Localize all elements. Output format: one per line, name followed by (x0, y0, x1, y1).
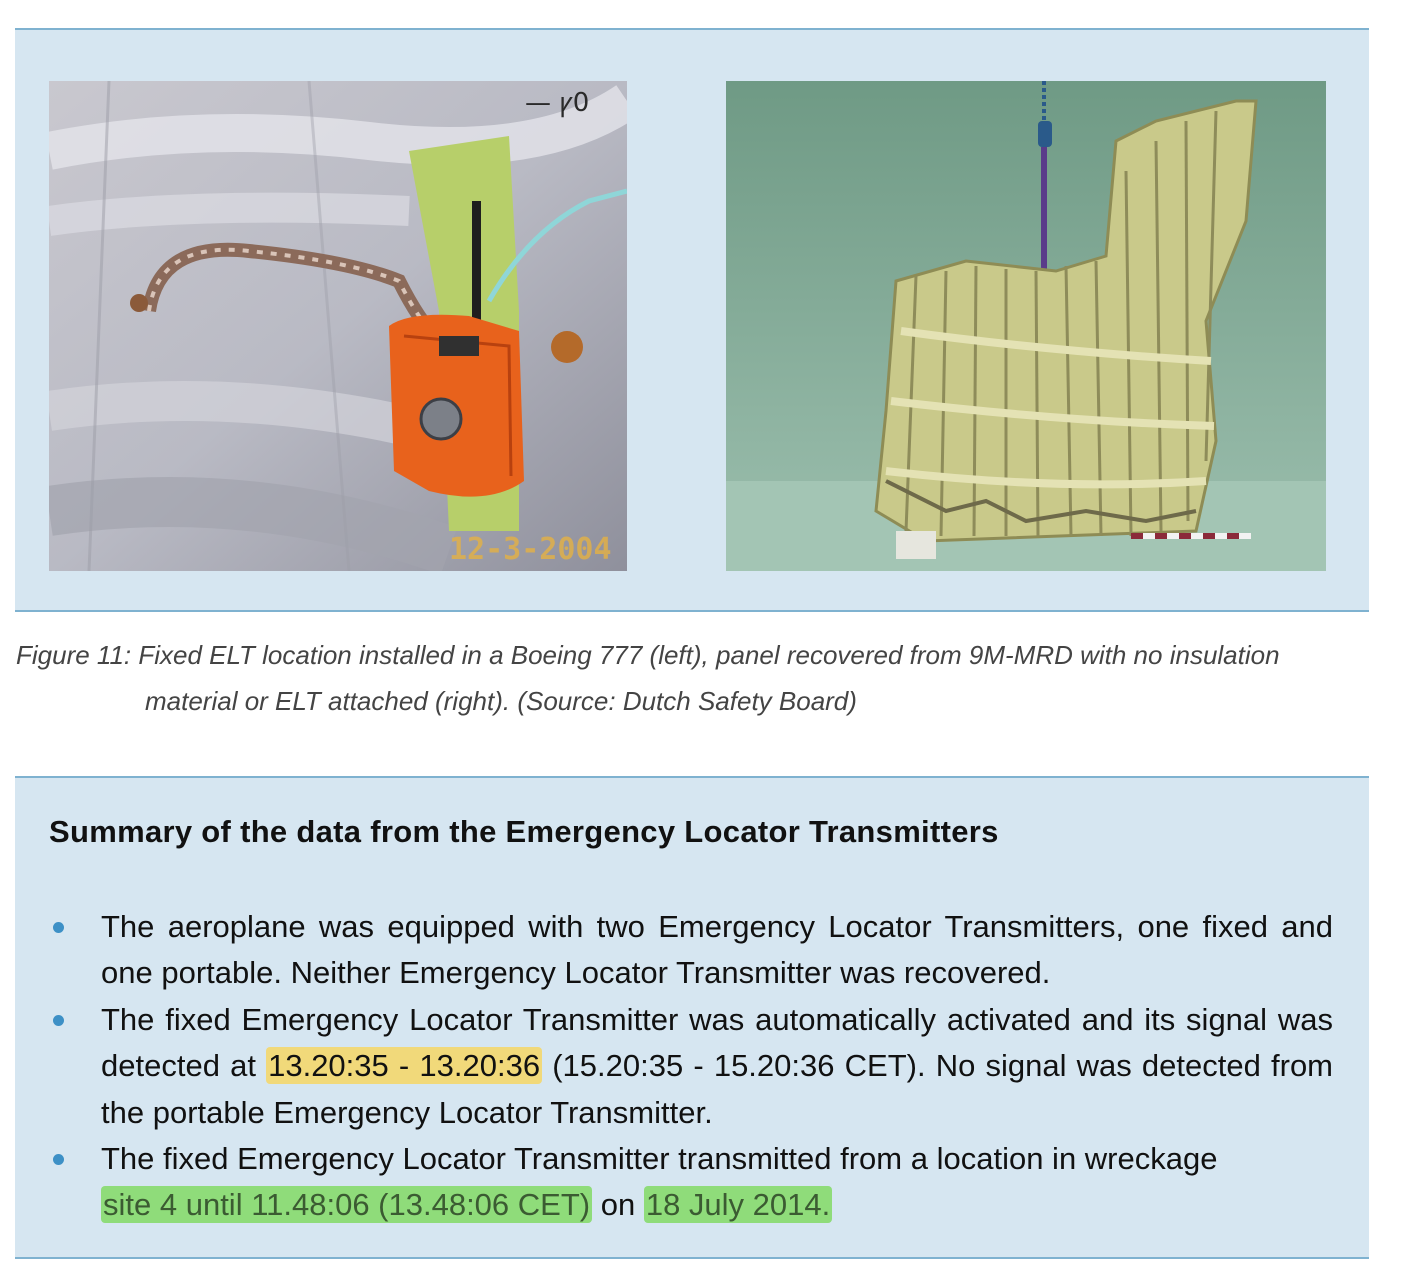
bullet-dot-icon (53, 1154, 64, 1165)
highlighted-time: 13.20:35 - 13.20:36 (268, 1048, 541, 1084)
bullet-last-line (61, 1182, 1333, 1228)
wall-scribble: — ꝩ0 (525, 88, 590, 118)
date-stamp: 12-3-2004 (449, 532, 612, 567)
caption-label: Figure 11: (16, 640, 132, 670)
bullet-text-end: (15.20:35 - 15.20:36 CET). No signal was detected from the portable Emergency Locator Transmitter. (101, 1048, 1334, 1130)
bullet-text: The aeroplane was equipped with two Emergency Locator Transmitters, one fixed and one portable. Neither Emergency Locator Transmitter was recovered. (101, 909, 1333, 991)
bullet-dot-icon (53, 922, 64, 933)
highlighted-site-time: site 4 until 11.48:06 (13.48:06 CET) (103, 1187, 591, 1223)
figure-panel (15, 28, 1369, 612)
fixed-elt-photo (49, 81, 627, 571)
summary-title: Summary of the data from the Emergency Locator Transmitters (49, 814, 999, 849)
bullet-text-start: The fixed Emergency Locator Transmitter was automatically activated and its signal was detected at (101, 1001, 1333, 1084)
figure-caption (16, 632, 1376, 724)
caption-line-2: material or ELT attached (right). (Source: Dutch Safety Board) (145, 686, 857, 716)
recovered-panel-image (726, 81, 1326, 571)
bullet-text-mid: on (592, 1187, 644, 1223)
bullet-item (15, 904, 1369, 997)
fixed-elt-image (49, 81, 627, 571)
bullet-text-start: The fixed Emergency Locator Transmitter transmitted from a location in wreckage (101, 1141, 1218, 1177)
bullet-item (15, 1136, 1369, 1229)
bullet-item (15, 997, 1369, 1136)
highlighted-date: 18 July 2014. (645, 1187, 831, 1223)
caption-line-1: Fixed ELT location installed in a Boeing 777 (left), panel recovered from 9M-MRD with no insulation (138, 640, 1280, 670)
bullet-dot-icon (53, 1015, 64, 1026)
recovered-panel-photo (726, 81, 1326, 571)
summary-panel (15, 776, 1369, 1259)
summary-bullet-list (15, 904, 1369, 1229)
